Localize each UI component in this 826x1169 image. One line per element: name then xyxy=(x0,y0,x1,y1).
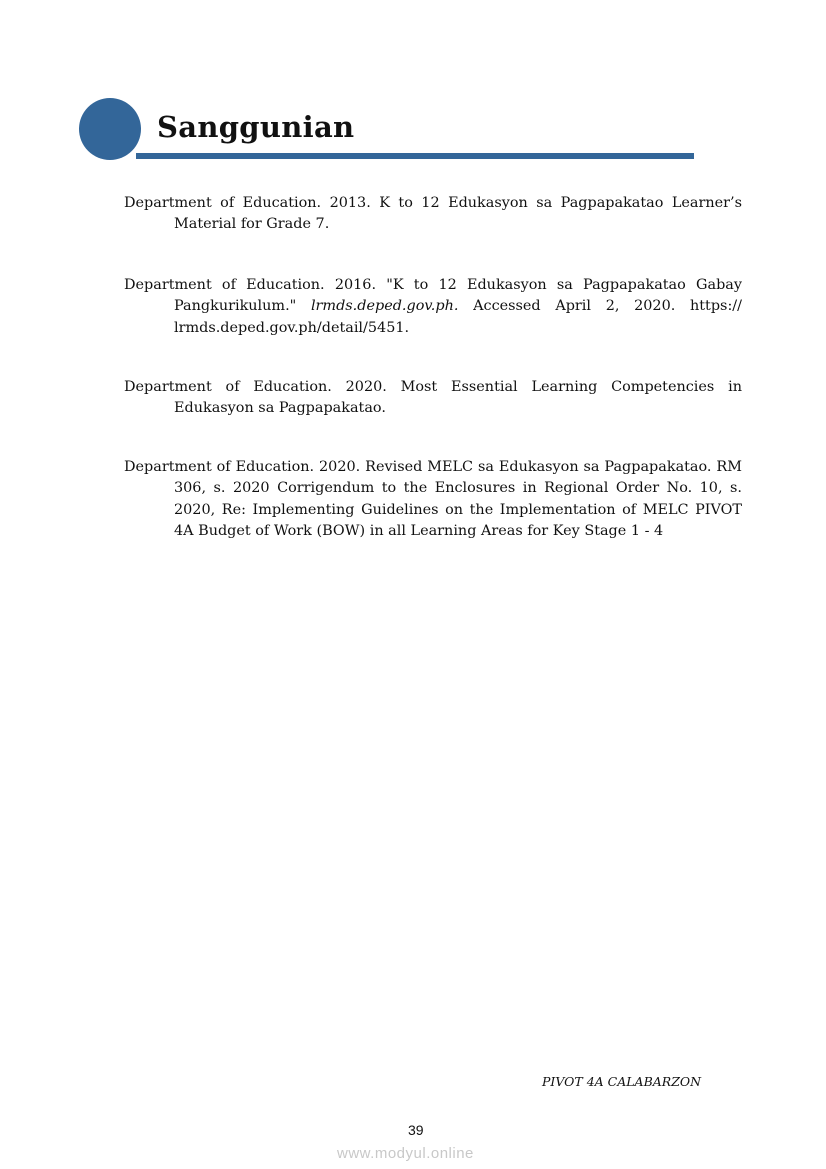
watermark: www.modyul.online xyxy=(337,1145,474,1162)
page-number: 39 xyxy=(408,1122,424,1138)
reference-entry: Department of Education. 2013. K to 12 Edukasyon sa Pagpapakatao Learner’s Material for Grade 7. xyxy=(124,195,742,233)
reference-text: Accessed April 2, 2020. https:// lrmds.deped.gov.ph/detail/5451. xyxy=(174,298,742,336)
reference-entry: Department of Education. 2020. Revised MELC sa Edukasyon sa Pagpapakatao. RM 306, s. 2020 Corrigendum to the Enclosures in Regional Order No. 10, s. 2020, Re: Implementing Guidelines on the Implementation of MELC PIVOT 4A Budget of Work (BOW) in all Learning Areas for Key Stage 1 - 4 xyxy=(124,459,742,539)
header-circle-decoration xyxy=(79,98,141,160)
footer-label: PIVOT 4A CALABARZON xyxy=(542,1074,702,1089)
reference-entry xyxy=(124,275,742,339)
reference-text: Department of Education. 2016. "K to 12 Edukasyon sa Pagpapakatao Gabay Pangkurikulum." xyxy=(124,277,742,315)
reference-entry: Department of Education. 2020. Most Essential Learning Competencies in Edukasyon sa Pagpapakatao. xyxy=(124,379,742,417)
reference-website: lrmds.deped.gov.ph. xyxy=(310,298,459,315)
title-underline-bar xyxy=(136,153,694,159)
page-title: Sanggunian xyxy=(157,110,355,144)
